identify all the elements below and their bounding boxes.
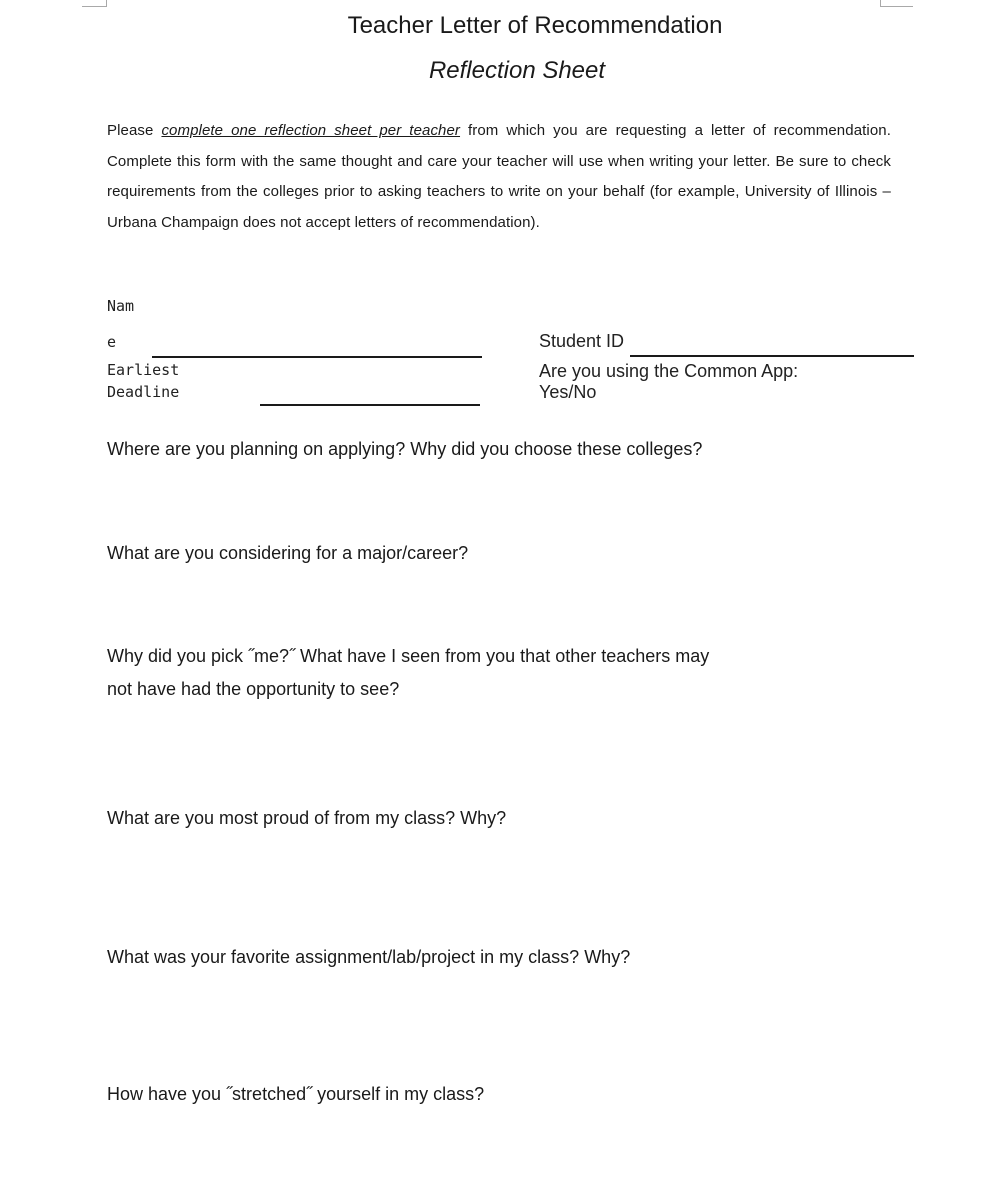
question-stretched: How have you ˝stretched˝ yourself in my class?: [107, 1084, 485, 1104]
name-label-part1: Nam: [107, 297, 135, 315]
common-app-options: Yes/No: [539, 382, 597, 402]
page-corner-mark-top-right: [880, 0, 913, 7]
page-corner-mark-top-left: [82, 0, 107, 7]
name-input-line[interactable]: [152, 356, 482, 358]
intro-prefix: Please: [107, 122, 162, 139]
question-favorite-assignment: What was your favorite assignment/lab/project in my class? Why?: [107, 947, 631, 967]
deadline-label: Deadline: [107, 383, 180, 401]
question-why-me-line1: Why did you pick ˝me?˝ What have I seen from you that other teachers may: [107, 646, 710, 666]
earliest-label: Earliest: [107, 361, 180, 379]
intro-rest: from which you are requesting a letter of recommendation. Complete this form with the same thought and care your teacher will use when writing your letter. Be sure to check requirements from the colleges prior to asking teachers to write on your behalf (for example, University of Illinois – Urbana Champaign does not accept letters of recommendation).: [107, 122, 891, 231]
question-why-me-line2: not have had the opportunity to see?: [107, 679, 400, 699]
intro-paragraph: [107, 116, 891, 238]
document-title: Teacher Letter of Recommendation: [347, 12, 723, 39]
intro-emphasis: complete one reflection sheet per teacher: [161, 122, 461, 139]
student-id-input-line[interactable]: [630, 355, 914, 357]
question-proud: What are you most proud of from my class? Why?: [107, 808, 507, 828]
document-subtitle: Reflection Sheet: [428, 57, 606, 84]
deadline-input-line[interactable]: [260, 404, 480, 406]
question-colleges: Where are you planning on applying? Why did you choose these colleges?: [107, 439, 703, 459]
name-label-part2: e: [107, 333, 117, 351]
common-app-label: Are you using the Common App:: [539, 361, 799, 381]
student-id-label: Student ID: [539, 331, 625, 351]
question-major: What are you considering for a major/career?: [107, 543, 469, 563]
